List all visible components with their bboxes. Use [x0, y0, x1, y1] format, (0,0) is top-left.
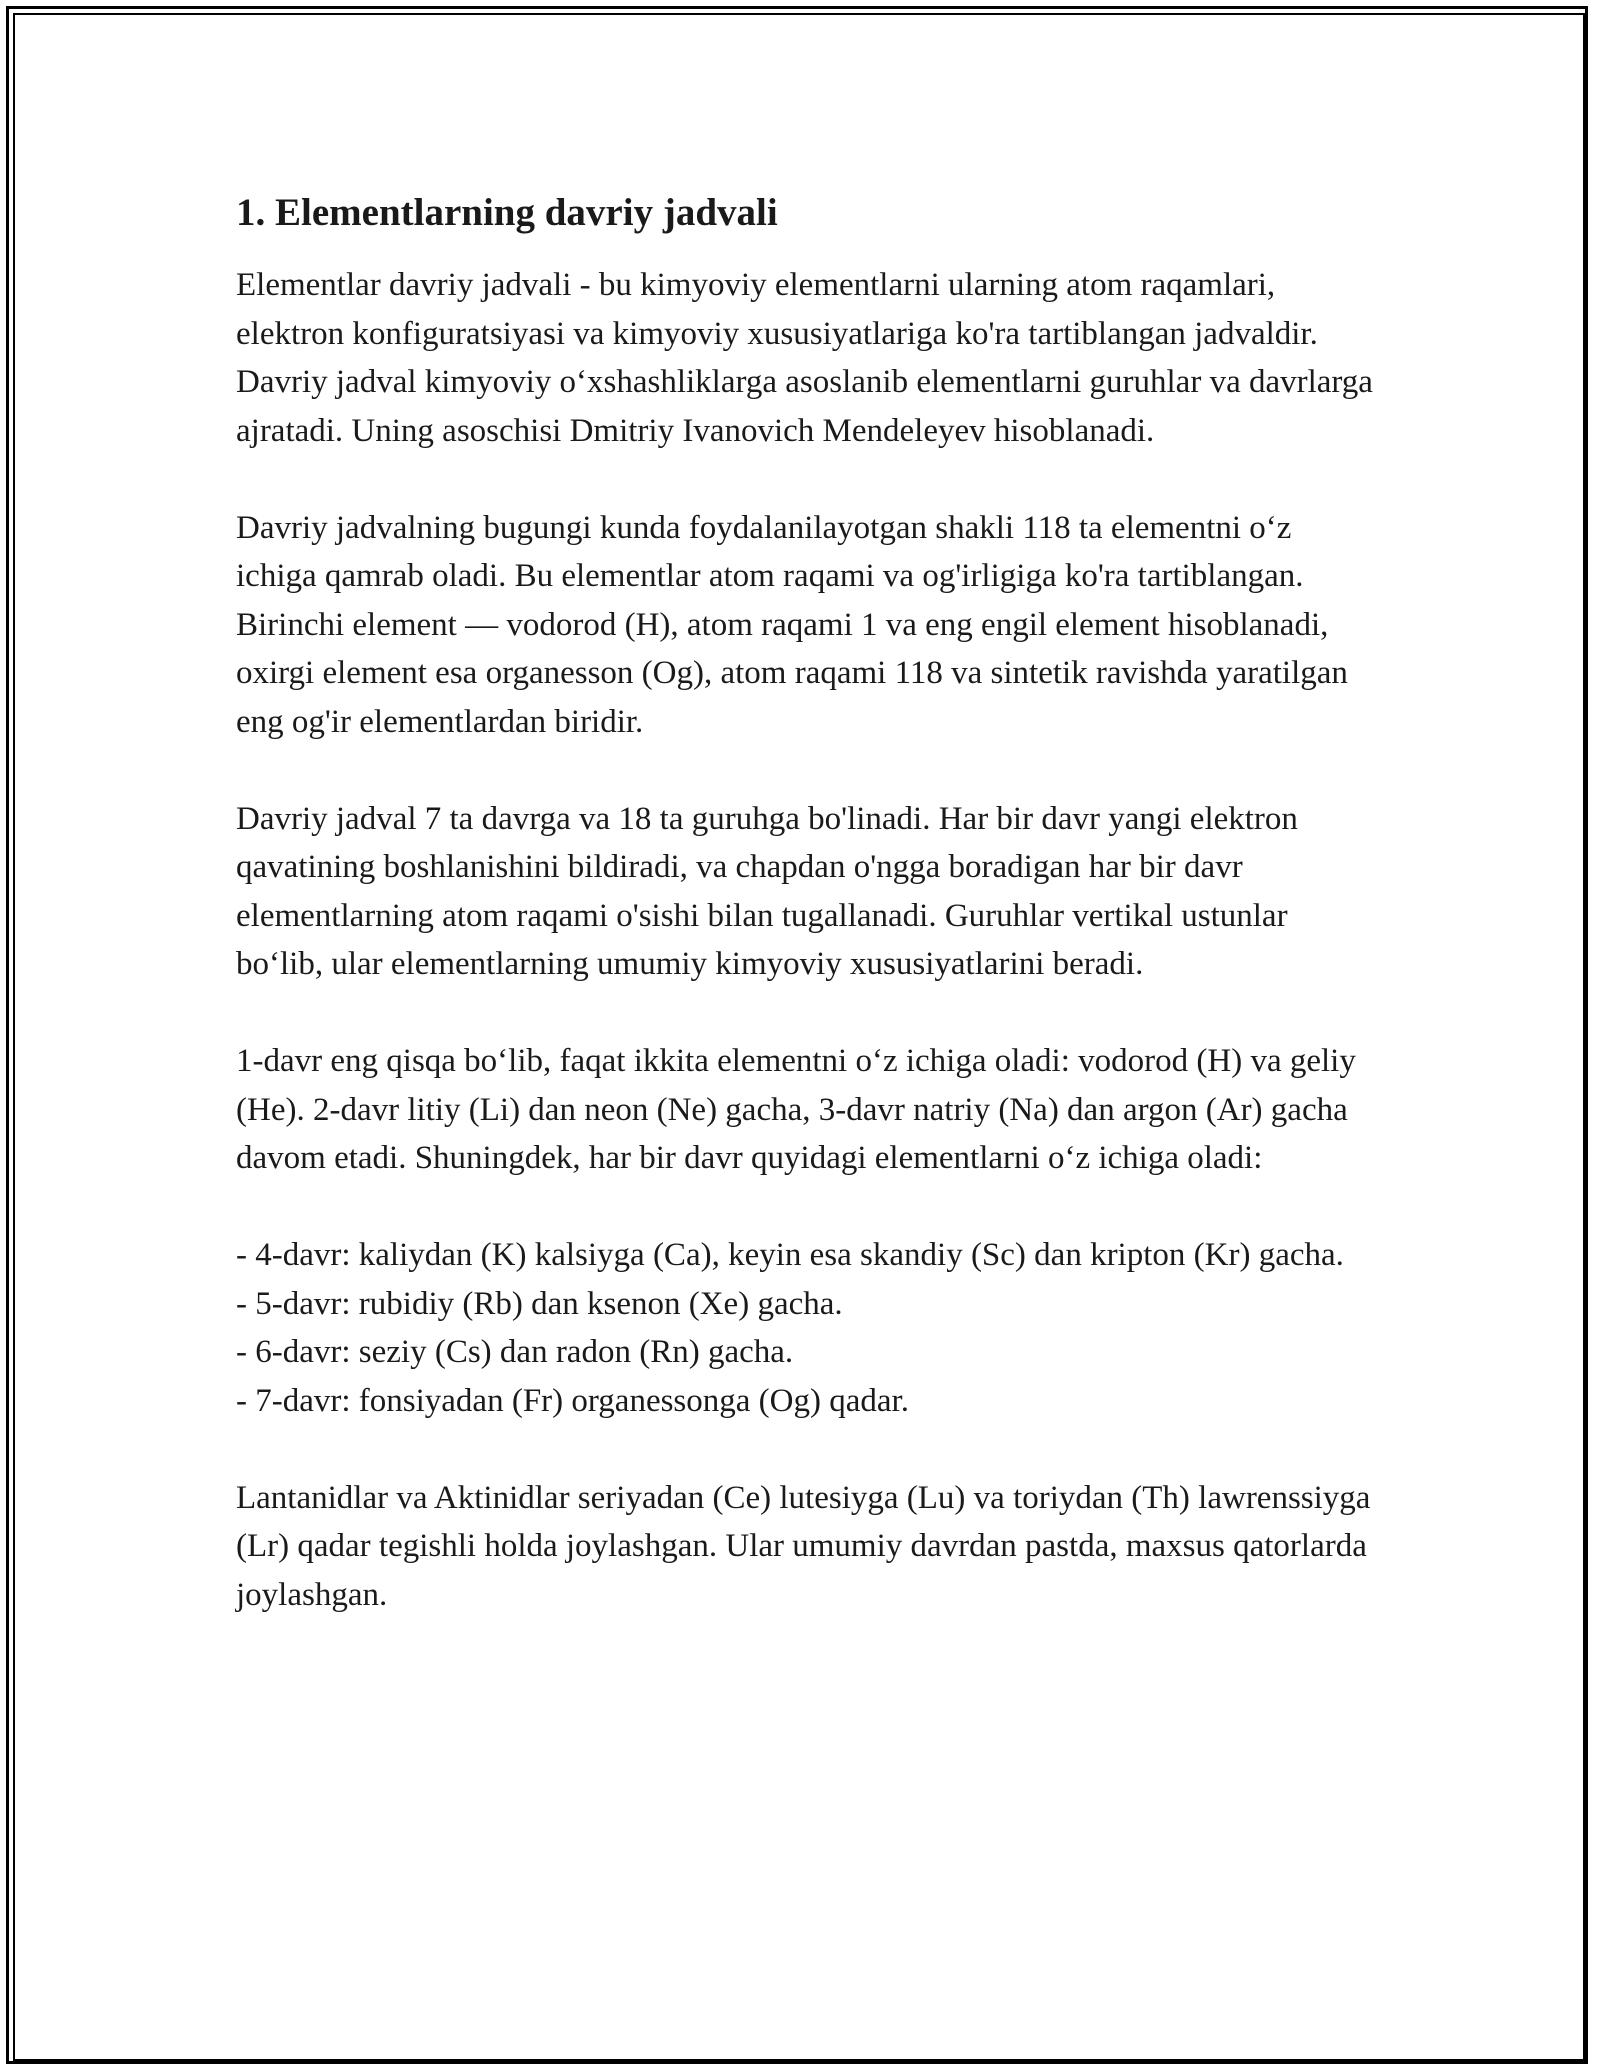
list-item-period-7: - 7-davr: fonsiyadan (Fr) organessonga (Og) qadar. — [236, 1382, 909, 1419]
paragraph-lanthanides-actinides: Lantanidlar va Aktinidlar seriyadan (Ce) lutesiyga (Lu) va toriydan (Th) lawrenssiyga (Lr) qadar tegishli holda joylashgan. Ular umumiy davrdan pastda, maxsus qatorlarda joylashgan. — [236, 1479, 1371, 1613]
paragraph-first-periods: 1-davr eng qisqa bo‘lib, faqat ikkita elementni o‘z ichiga oladi: vodorod (H) va geliy (He). 2-davr litiy (Li) dan neon (Ne) gacha, 3-davr natriy (Na) dan argon (Ar) gacha davom etadi. Shuningdek, har bir davr quyidagi elementlarni o‘z ichiga oladi: — [236, 1043, 1356, 1176]
list-item-period-5: - 5-davr: rubidiy (Rb) dan ksenon (Xe) gacha. — [236, 1285, 843, 1322]
list-item-period-6: - 6-davr: seziy (Cs) dan radon (Rn) gacha. — [236, 1334, 794, 1370]
paragraph-periods-groups: Davriy jadval 7 ta davrga va 18 ta guruhga bo'linadi. Har bir davr yangi elektron qavatining boshlanishini bildiradi, va chapdan o'ngga boradigan har bir davr elementlarning atom raqami o'sishi bilan tugallanadi. Guruhlar vertikal ustunlar bo‘lib, ular elementlarning umumiy kimyoviy xususiyatlarini beradi. — [236, 800, 1298, 982]
paragraph-element-count: Davriy jadvalning bugungi kunda foydalanilayotgan shakli 118 ta elementni o‘z ichiga qamrab oladi. Bu elementlar atom raqami va og'irligiga ko'ra tartiblangan. Birinchi element — vodorod (H), atom raqami 1 va eng engil element hisoblanadi, oxirgi element esa organesson (Og), atom raqami 118 va sintetik ravishda yaratilgan eng og'ir elementlardan biridir. — [236, 509, 1348, 740]
section-heading: 1. Elementlarning davriy jadvali — [236, 191, 778, 234]
period-list — [236, 1231, 1376, 1425]
document-body — [236, 185, 1376, 1668]
list-item-period-4: - 4-davr: kaliydan (K) kalsiyga (Ca), keyin esa skandiy (Sc) dan kripton (Kr) gacha. — [236, 1237, 1344, 1273]
paragraph-intro: Elementlar davriy jadvali - bu kimyoviy elementlarni ularning atom raqamlari, elektron konfiguratsiyasi va kimyoviy xususiyatlariga ko'ra tartiblangan jadvaldir. Davriy jadval kimyoviy o‘xshashliklarga asoslanib elementlarni guruhlar va davrlarga ajratadi. Uning asoschisi Dmitriy Ivanovich Mendeleyev hisoblanadi. — [236, 267, 1373, 449]
